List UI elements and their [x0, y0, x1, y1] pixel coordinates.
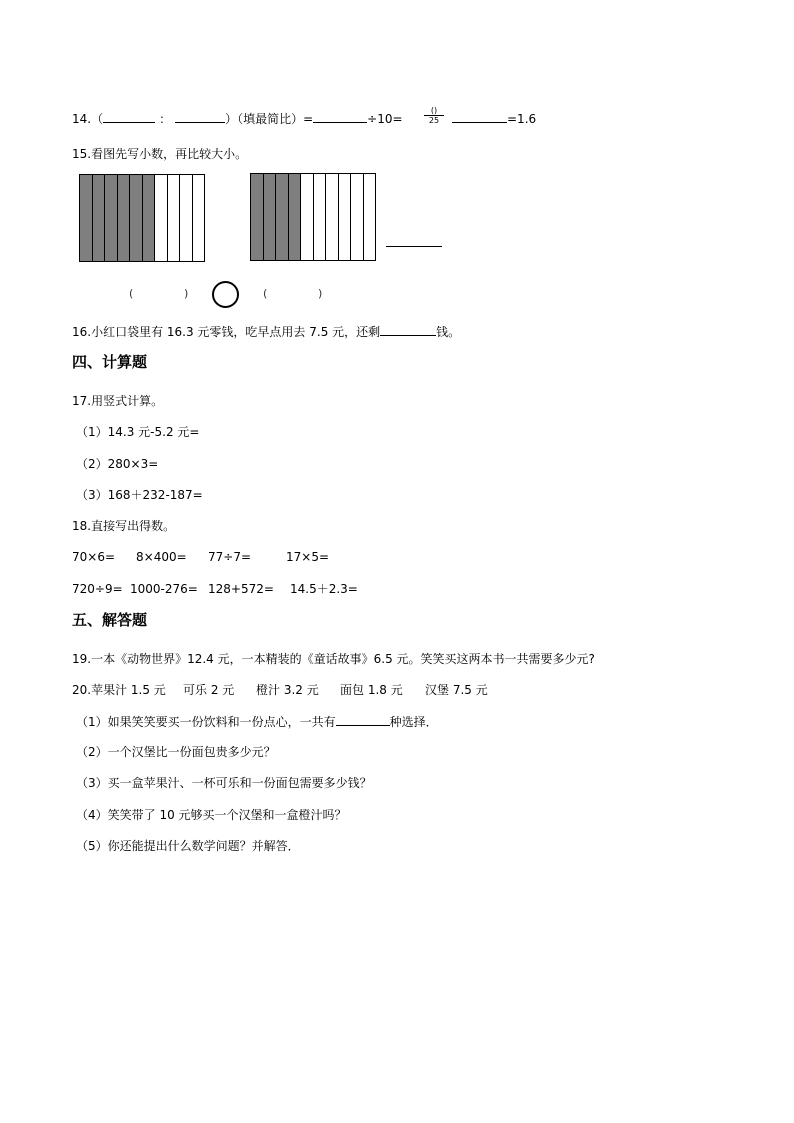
- q14-equals-end: =1.6: [507, 112, 537, 126]
- q18-r1-c4: 17×5=: [286, 550, 330, 564]
- grid-cell-empty: [314, 174, 327, 260]
- q20-item-4: （4）笑笑带了 10 元够买一个汉堡和一盒橙汁吗？: [76, 808, 347, 822]
- q14-blank-4[interactable]: [452, 110, 507, 123]
- q17-item-1: （1）14.3 元-5.2 元=: [76, 425, 200, 439]
- question-17: 17.用竖式计算。: [72, 394, 164, 408]
- grid-cell-shaded: [289, 174, 302, 260]
- question-14: [72, 110, 403, 127]
- grid-cell-shaded: [93, 175, 106, 261]
- q17-item-3: （3）168＋232-187=: [76, 488, 203, 502]
- q20-price-5: 汉堡 7.5 元: [425, 683, 488, 697]
- paren-close-2: ): [318, 287, 323, 300]
- q14-colon: ：: [159, 112, 172, 126]
- section-5-title: 五、解答题: [72, 611, 148, 629]
- q14-tail: [452, 110, 536, 127]
- q20-item-2: （2）一个汉堡比一份面包贵多少元？: [76, 745, 276, 759]
- q14-fraction: [424, 106, 444, 125]
- q20-price-3: 橙汁 3.2 元: [256, 683, 319, 697]
- grid-cell-shaded: [80, 175, 93, 261]
- grid-cell-shaded: [130, 175, 143, 261]
- q14-close: ）（填最简比）=: [225, 112, 314, 126]
- question-15: 15.看图先写小数，再比较大小。: [72, 147, 248, 161]
- q16-text-after: 钱。: [436, 325, 461, 339]
- q14-blank-2[interactable]: [175, 110, 225, 123]
- question-18: 18.直接写出得数。: [72, 519, 176, 533]
- q16-text-before: 16.小红口袋里有 16.3 元零钱，吃早点用去 7.5 元，还剩: [72, 325, 381, 339]
- compare-circle[interactable]: [212, 281, 239, 308]
- paren-open-2: (: [263, 287, 268, 300]
- grid-cell-shaded: [118, 175, 131, 261]
- q20-item-3: （3）买一盒苹果汁、一杯可乐和一份面包需要多少钱？: [76, 776, 372, 790]
- q16-blank[interactable]: [380, 323, 436, 336]
- grid-cell-shaded: [105, 175, 118, 261]
- q18-r1-c2: 8×400=: [136, 550, 187, 564]
- q18-r2-c3: 128+572=: [208, 582, 274, 596]
- question-19: 19.一本《动物世界》12.4 元，一本精装的《童话故事》6.5 元。笑笑买这两本书一共需要多少元?: [72, 652, 595, 666]
- grid-cell-empty: [155, 175, 168, 261]
- grid-cell-empty: [326, 174, 339, 260]
- q14-fraction-numerator: (): [424, 106, 444, 116]
- grid-cell-empty: [301, 174, 314, 260]
- decimal-grid-2: [250, 173, 376, 261]
- q18-r2-c1: 720÷9=: [72, 582, 123, 596]
- grid-cell-empty: [364, 174, 376, 260]
- grid-cell-shaded: [143, 175, 156, 261]
- q20-item-1-after: 种选择．: [389, 715, 438, 729]
- paren-open-1: (: [129, 287, 134, 300]
- q14-blank-1[interactable]: [103, 110, 155, 123]
- grid-cell-empty: [351, 174, 364, 260]
- grid-cell-shaded: [276, 174, 289, 260]
- q14-blank-3[interactable]: [313, 110, 367, 123]
- q15-answer-line[interactable]: [386, 246, 442, 247]
- q20-item-1-before: （1）如果笑笑要买一份饮料和一份点心，一共有: [76, 715, 336, 729]
- grid-cell-shaded: [264, 174, 277, 260]
- q20-price-2: 可乐 2 元: [183, 683, 235, 697]
- grid-cell-empty: [339, 174, 352, 260]
- q18-r1-c1: 70×6=: [72, 550, 116, 564]
- q14-open: 14.（: [72, 112, 104, 126]
- decimal-grid-1: [79, 174, 205, 262]
- q20-price-1: 20.苹果汁 1.5 元: [72, 683, 166, 697]
- q18-r2-c4: 14.5＋2.3=: [290, 582, 358, 596]
- grid-cell-empty: [180, 175, 193, 261]
- grid-cell-shaded: [251, 174, 264, 260]
- paren-close-1: ): [184, 287, 189, 300]
- q20-price-4: 面包 1.8 元: [340, 683, 403, 697]
- grid-cell-empty: [193, 175, 205, 261]
- q20-item-1: [76, 713, 438, 730]
- q14-fraction-denominator: 25: [428, 116, 440, 125]
- q20-item-5: （5）你还能提出什么数学问题？并解答．: [76, 839, 300, 853]
- q20-item-1-blank[interactable]: [336, 713, 390, 726]
- section-4-title: 四、计算题: [72, 353, 148, 371]
- q18-r2-c2: 1000-276=: [130, 582, 198, 596]
- grid-cell-empty: [168, 175, 181, 261]
- q14-div10: ÷10=: [367, 112, 403, 126]
- q18-r1-c3: 77÷7=: [208, 550, 252, 564]
- question-16: [72, 323, 460, 340]
- q17-item-2: （2）280×3=: [76, 457, 159, 471]
